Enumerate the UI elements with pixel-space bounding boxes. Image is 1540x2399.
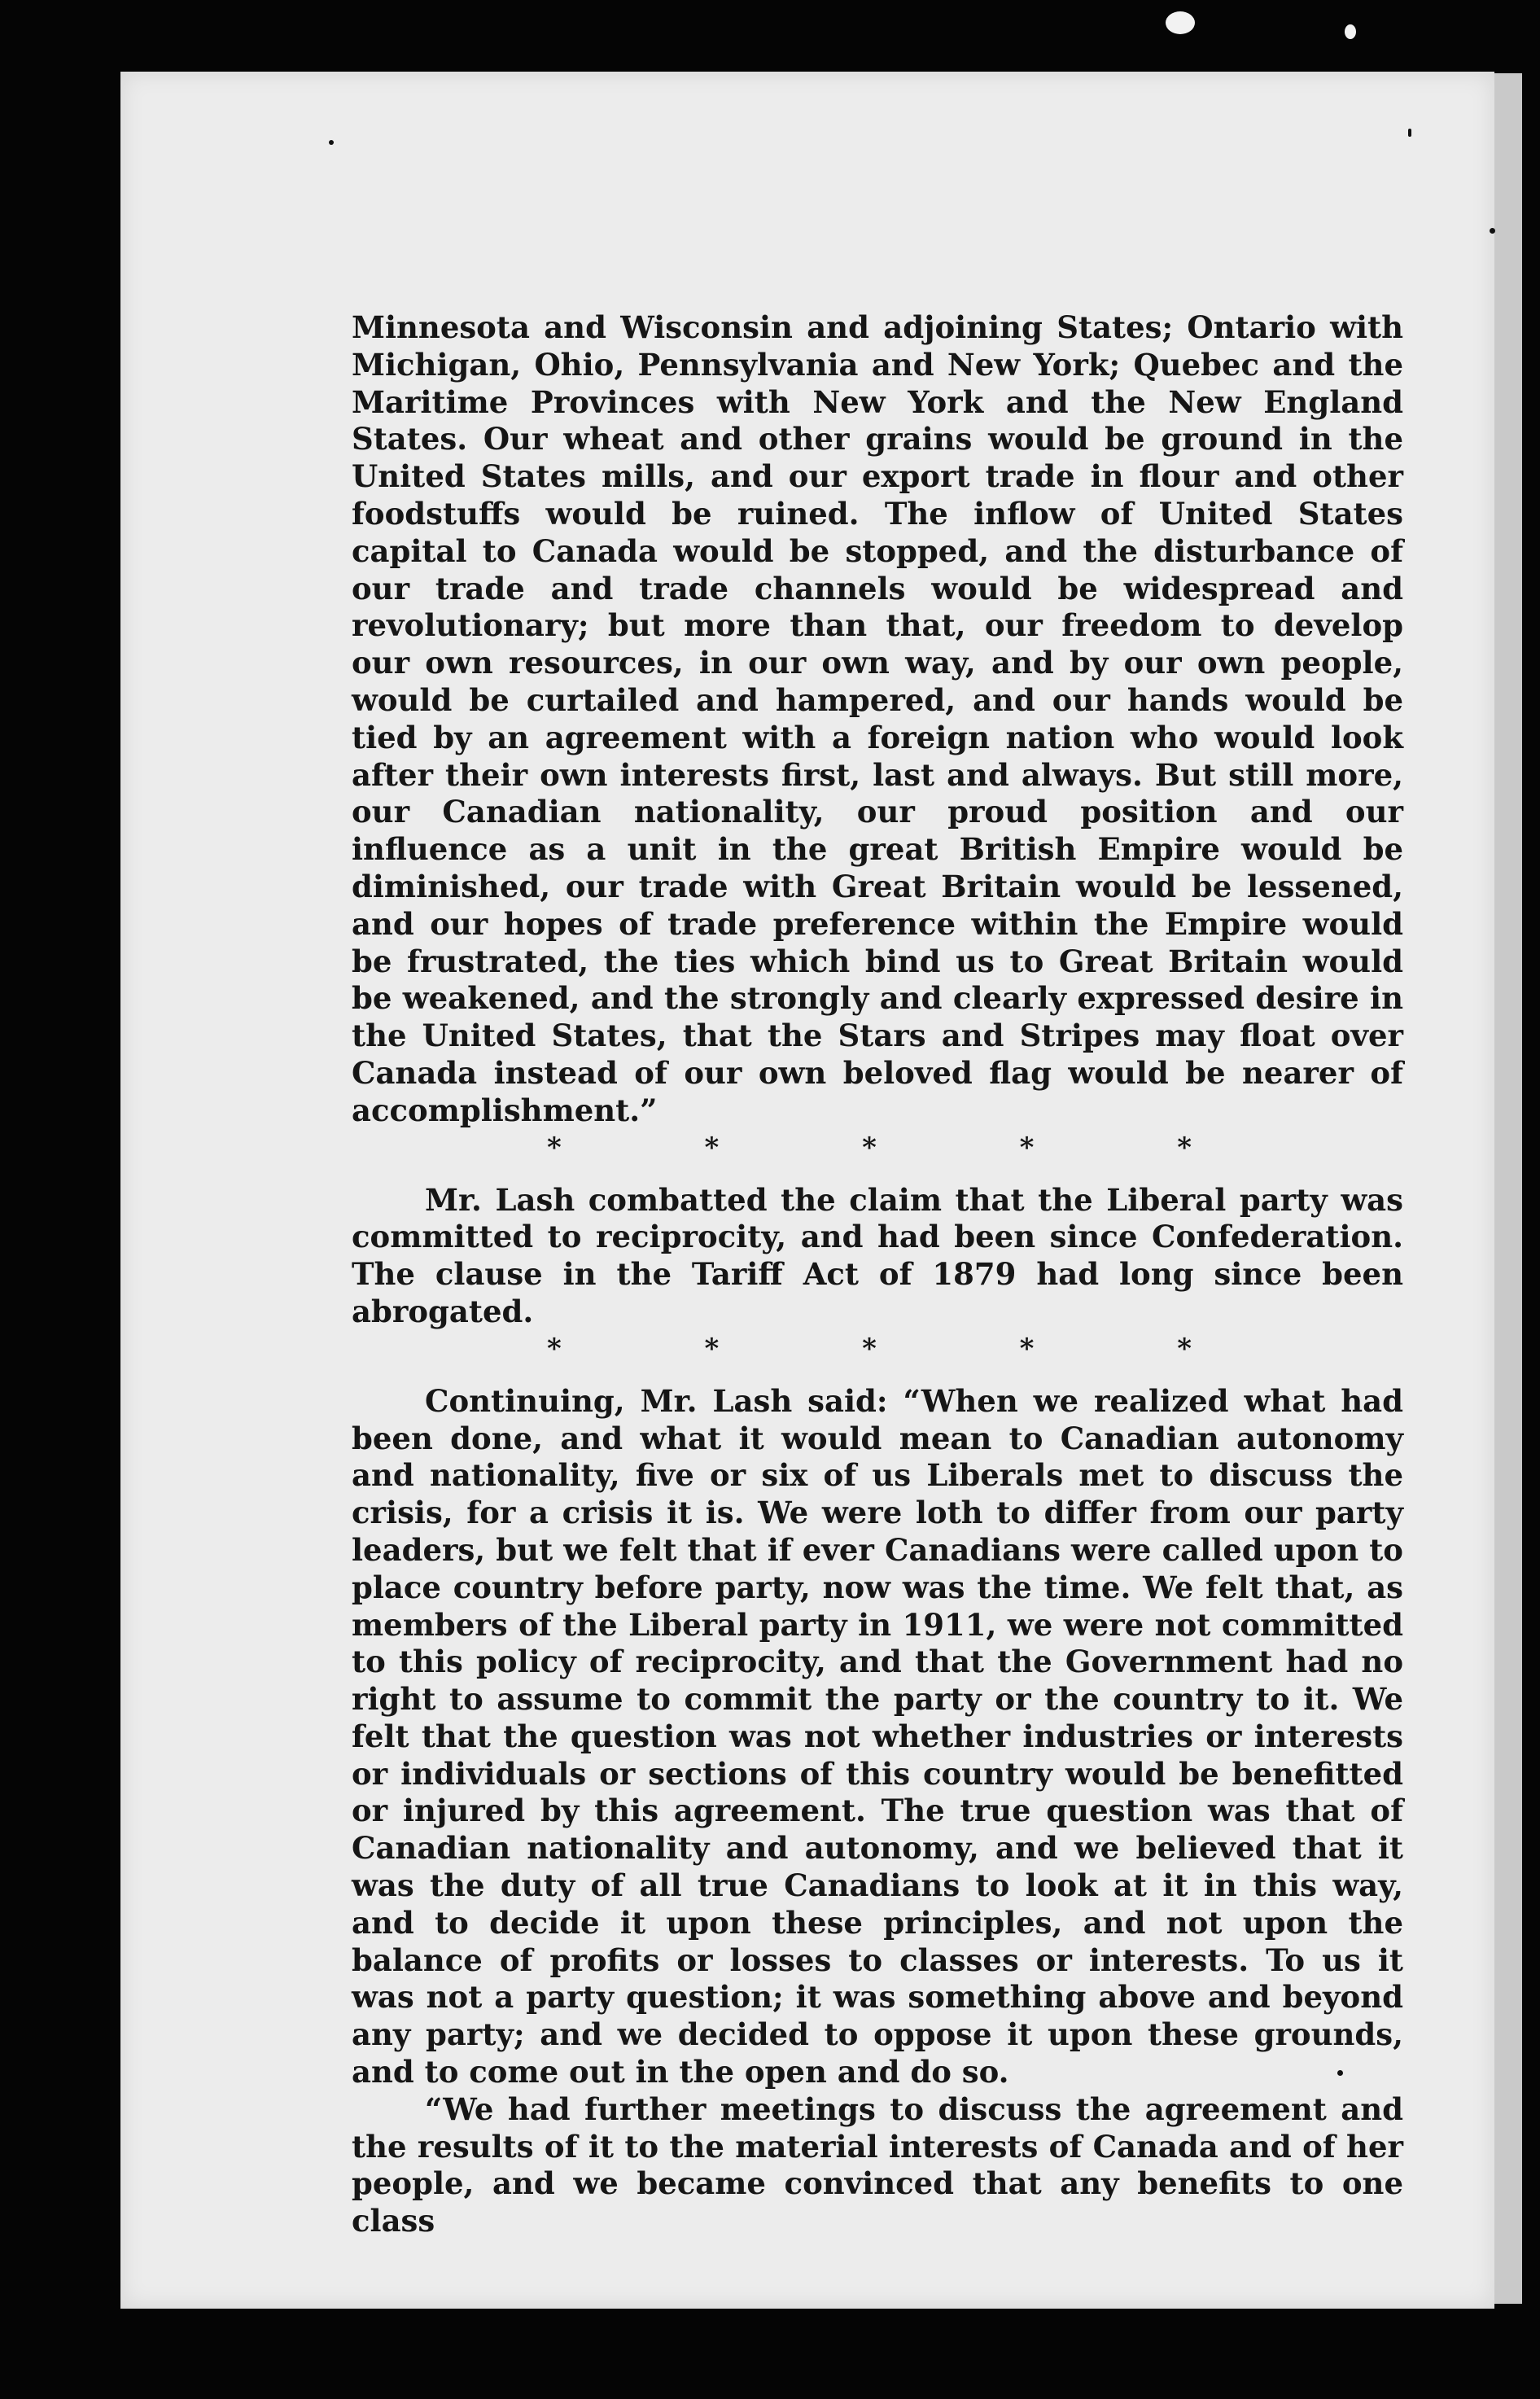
star: * [547, 1332, 562, 1365]
star: * [547, 1131, 562, 1164]
star: * [1019, 1332, 1035, 1365]
star: * [862, 1131, 877, 1164]
star: * [1177, 1131, 1192, 1164]
paragraph-2: Mr. Lash combatted the claim that the Liberal party was committed to reciprocity, and had been since Confederation. The clause in the Tariff Act of 1879 had long since been abrogated. [352, 1181, 1403, 1329]
next-page-edge [1494, 73, 1522, 2304]
paragraph-4: “We had further meetings to discuss the agreement and the results of it to the material interests of Canada and of her people, and we became convinced that any benefits to one class [352, 2090, 1403, 2239]
star: * [1177, 1332, 1192, 1365]
star: * [862, 1332, 877, 1365]
separator-stars-2 [352, 1333, 1403, 1365]
star: * [704, 1131, 720, 1164]
separator-stars-1 [352, 1132, 1403, 1164]
body-text [352, 309, 1403, 2240]
star: * [704, 1332, 720, 1365]
paragraph-1: Minnesota and Wisconsin and adjoining States; Ontario with Michigan, Ohio, Pennsylvania and New York; Quebec and the Maritime Provinces with New York and the New England States. Our wheat and other grains would be ground in the United States mills, and our export trade in flour and other foodstuffs would be ruined. The inflow of United States capital to Canada would be stopped, and the disturbance of our trade and trade channels would be widespread and revolutionary; but more than that, our freedom to develop our own resources, in our own way, and by our own people, would be curtailed and hampered, and our hands would be tied by an agreement with a foreign nation who would look after their own interests first, last and always. But still more, our Canadian nationality, our proud position and our influence as a unit in the great British Empire would be diminished, our trade with Great Britain would be lessened, and our hopes of trade preference within the Empire would be frustrated, the ties which bind us to Great Britain would be weakened, and the strongly and clearly expressed desire in the United States, that the Stars and Stripes may float over Canada instead of our own beloved flag would be nearer of accomplishment.” [352, 309, 1403, 1128]
paragraph-3: Continuing, Mr. Lash said: “When we realized what had been done, and what it would mean to Canadian autonomy and nationality, five or six of us Liberals met to discuss the crisis, for a crisis it is. We were loth to differ from our party leaders, but we felt that if ever Canadians were called upon to place country before party, now was the time. We felt that, as members of the Liberal party in 1911, we were not committed to this policy of reciprocity, and that the Government had no right to assume to commit the party or the country to it. We felt that the question was not whether industries or interests or individuals or sections of this country would be benefitted or injured by this agreement. The true question was that of Canadian nationality and autonomy, and we believed that it was the duty of all true Canadians to look at it in this way, and to decide it upon these principles, and not upon the balance of profits or losses to classes or interests. To us it was not a party question; it was something above and beyond any party; and we decided to oppose it upon these grounds, and to come out in the open and do so. [352, 1382, 1403, 2090]
star: * [1019, 1131, 1035, 1164]
